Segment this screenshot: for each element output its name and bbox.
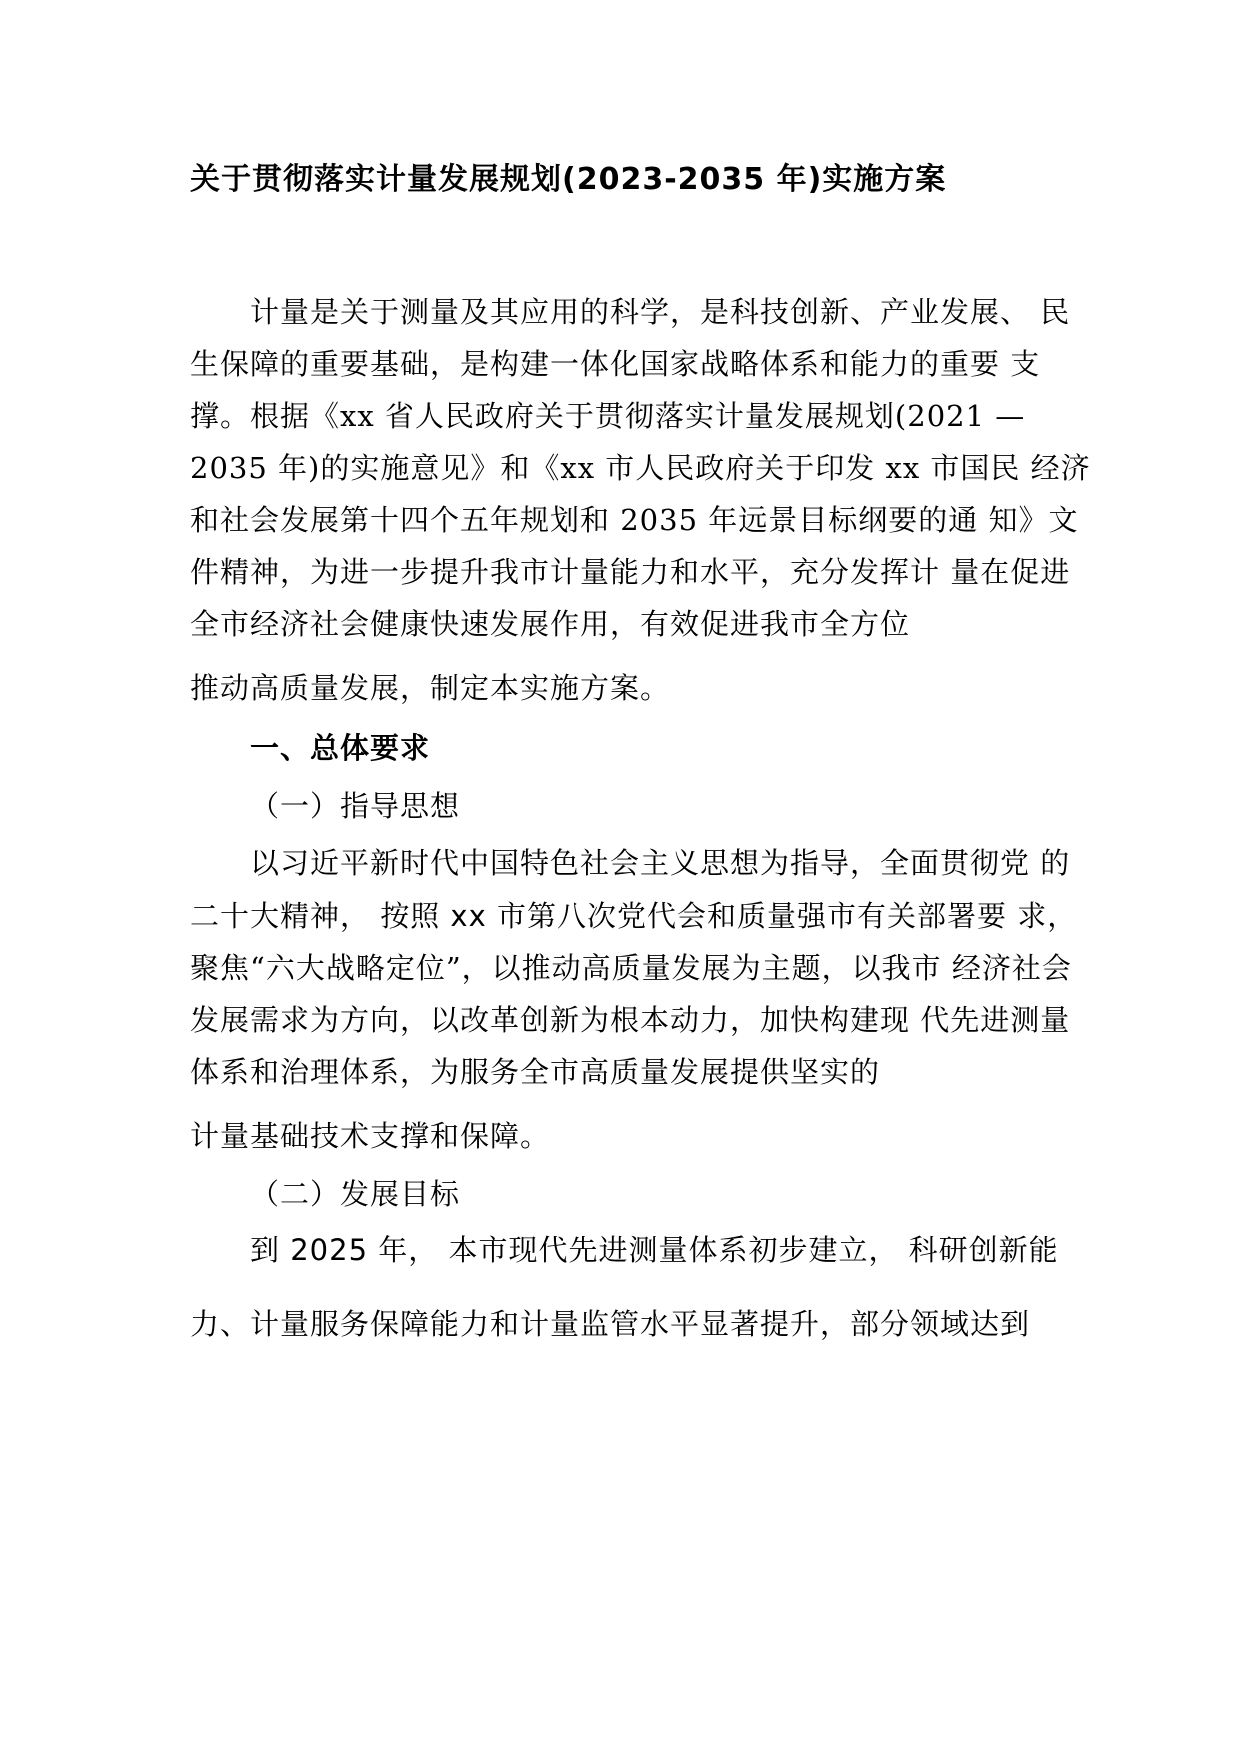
- guiding-line-4: 发展需求为方向，以改革创新为根本动力，加快构建现 代先进测量: [190, 1003, 1071, 1037]
- intro-line-3: 撑。根据《xx 省人民政府关于贯彻落实计量发展规划(2021 —: [190, 399, 1026, 433]
- goals-line-2: 力、计量服务保障能力和计量监管水平显著提升，部分领域达到: [190, 1307, 1031, 1341]
- intro-line-8: 推动高质量发展，制定本实施方案。: [190, 671, 671, 705]
- intro-line-5: 和社会发展第十四个五年规划和 2035 年远景目标纲要的通 知》文: [190, 503, 1079, 537]
- guiding-line-2: 二十大精神， 按照 xx 市第八次党代会和质量强市有关部署要 求，: [190, 899, 1078, 933]
- guiding-line-5: 体系和治理体系，为服务全市高质量发展提供坚实的: [190, 1055, 881, 1089]
- subsection-2-heading: （二）发展目标: [250, 1177, 461, 1211]
- intro-line-6: 件精神，为进一步提升我市计量能力和水平，充分发挥计 量在促进: [190, 555, 1071, 589]
- guiding-line-3: 聚焦“六大战略定位”，以推动高质量发展为主题，以我市 经济社会: [190, 951, 1072, 985]
- intro-line-4: 2035 年)的实施意见》和《xx 市人民政府关于印发 xx 市国民 经济: [190, 451, 1091, 485]
- guiding-line-6: 计量基础技术支撑和保障。: [190, 1119, 551, 1153]
- guiding-line-1: 以习近平新时代中国特色社会主义思想为指导，全面贯彻党 的: [250, 846, 1071, 880]
- intro-line-1: 计量是关于测量及其应用的科学，是科技创新、产业发展、 民: [250, 295, 1071, 329]
- intro-line-7: 全市经济社会健康快速发展作用，有效促进我市全方位: [190, 607, 911, 641]
- goals-line-1: 到 2025 年， 本市现代先进测量体系初步建立， 科研创新能: [250, 1233, 1059, 1267]
- section-1-heading: 一、总体要求: [250, 731, 431, 765]
- intro-line-2: 生保障的重要基础，是构建一体化国家战略体系和能力的重要 支: [190, 347, 1041, 381]
- subsection-1-heading: （一）指导思想: [250, 789, 461, 823]
- document-title: 关于贯彻落实计量发展规划(2023-2035 年)实施方案: [190, 162, 947, 197]
